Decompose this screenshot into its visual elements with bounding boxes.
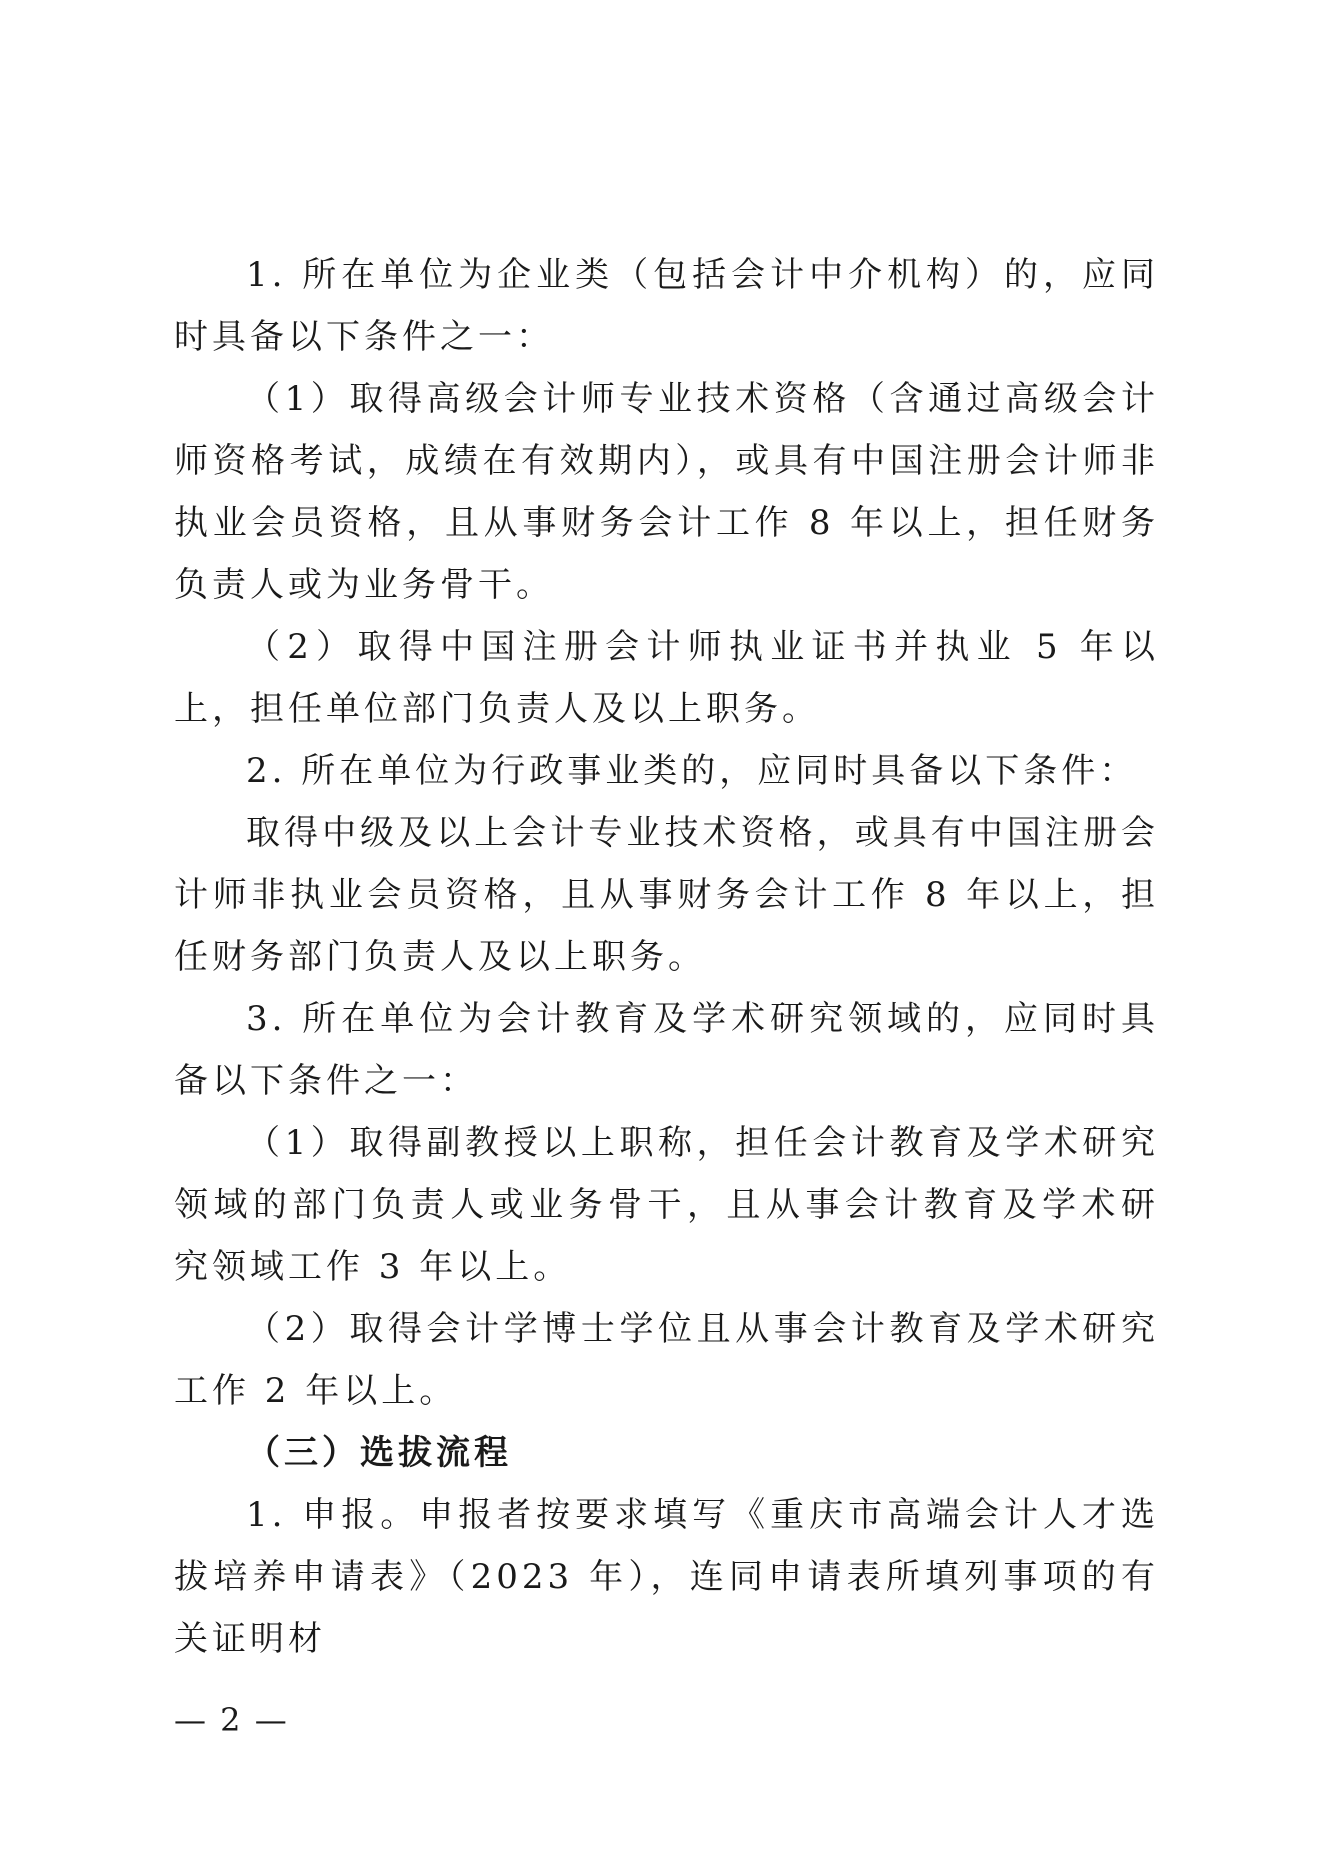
paragraph-administrative-requirement: 取得中级及以上会计专业技术资格，或具有中国注册会计师非执业会员资格，且从事财务会计工作 8 年以上，担任财务部门负责人及以上职务。: [174, 813, 1159, 977]
paragraph-application-step: 1. 申报。申报者按要求填写《重庆市高端会计人才选拔培养申请表》（2023 年），连同申请表所填列事项的有关证明材: [174, 1495, 1159, 1659]
document-body: [174, 244, 1159, 1670]
paragraph-administrative-conditions: 2. 所在单位为行政事业类的，应同时具备以下条件：: [246, 751, 1138, 791]
page-number: — 2 —: [174, 1701, 289, 1739]
paragraph-enterprise-condition-2: （2）取得中国注册会计师执业证书并执业 5 年以上，担任单位部门负责人及以上职务。: [174, 627, 1159, 729]
paragraph-enterprise-condition-1: （1）取得高级会计师专业技术资格（含通过高级会计师资格考试，成绩在有效期内），或具有中国注册会计师非执业会员资格，且从事财务会计工作 8 年以上，担任财务负责人或为业务骨干。: [174, 379, 1159, 605]
paragraph-enterprise-conditions: 1. 所在单位为企业类（包括会计中介机构）的，应同时具备以下条件之一：: [174, 255, 1159, 357]
section-heading-selection-process: （三）选拔流程: [246, 1433, 512, 1473]
paragraph-education-condition-1: （1）取得副教授以上职称，担任会计教育及学术研究领域的部门负责人或业务骨干，且从事会计教育及学术研究领域工作 3 年以上。: [174, 1123, 1159, 1287]
paragraph-education-condition-2: （2）取得会计学博士学位且从事会计教育及学术研究工作 2 年以上。: [174, 1309, 1159, 1411]
paragraph-education-conditions: 3. 所在单位为会计教育及学术研究领域的，应同时具备以下条件之一：: [174, 999, 1159, 1101]
